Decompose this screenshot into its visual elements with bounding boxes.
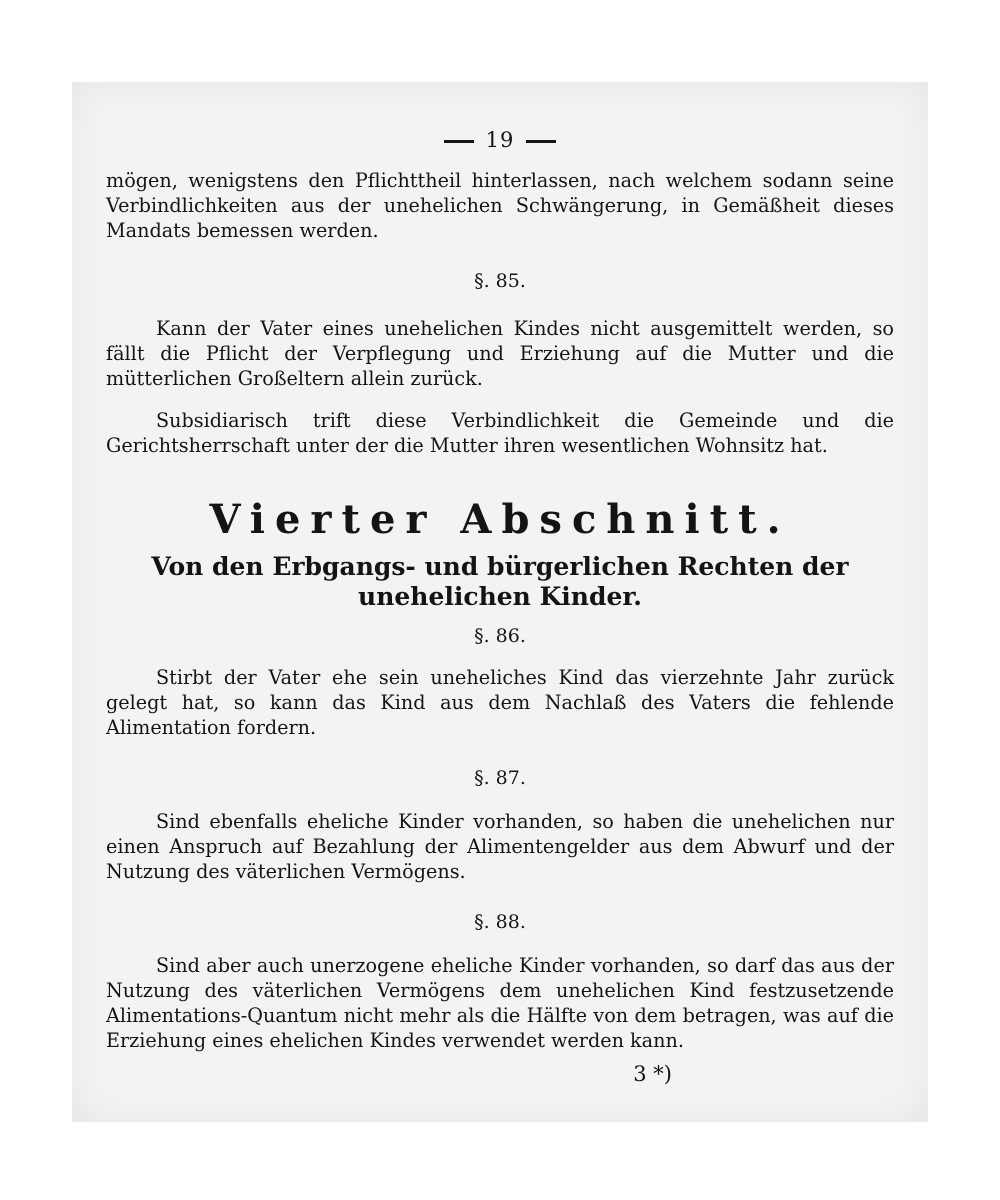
page-number [106, 122, 894, 158]
section-85-paragraph-2: Subsidiarisch trift diese Verbindlichkeit die Gemeinde und die Gerichtsherrschaft unter der die Mutter ihren wesentlichen Wohnsitz hat. [106, 409, 894, 457]
section-87-paragraph: Sind ebenfalls eheliche Kinder vorhanden, so haben die unehelichen nur einen Anspruch auf Bezahlung der Alimentengelder aus dem Abwurf und der Nutzung des väterlichen Vermögens. [106, 810, 894, 883]
section-88-paragraph: Sind aber auch unerzogene eheliche Kinder vorhanden, so darf das aus der Nutzung des väterlichen Vermögens dem unehelichen Kind festzusetzende Alimentations-Quantum nicht mehr als die Hälfte von dem betragen, was auf die Erziehung eines ehelichen Kindes verwendet werden kann. [106, 954, 894, 1052]
section-88-heading: §. 88. [474, 911, 526, 933]
section-87-heading: §. 87. [474, 767, 526, 789]
document-page [106, 122, 894, 1087]
section-85-heading: §. 85. [474, 270, 526, 292]
folio-dash-left [444, 140, 474, 143]
chapter-subtitle: Von den Erbgangs- und bürgerlichen Rechten der unehelichen Kinder. [151, 552, 849, 611]
catchword: 3 *) [633, 1062, 672, 1086]
section-86-heading: §. 86. [474, 625, 526, 647]
page-number-value: 19 [485, 128, 515, 152]
chapter-title: Vierter Abschnitt. [209, 496, 791, 543]
section-85-paragraph-1: Kann der Vater eines unehelichen Kindes nicht ausgemittelt werden, so fällt die Pflicht der Verpflegung und Erziehung auf die Mutter und die mütterlichen Großeltern allein zurück. [106, 317, 894, 390]
intro-paragraph: mögen, wenigstens den Pflichttheil hinterlassen, nach welchem sodann seine Verbindlichkeiten aus der unehelichen Schwängerung, in Gemäßheit dieses Mandats bemessen werden. [106, 169, 894, 242]
folio-dash-right [526, 140, 556, 143]
section-86-paragraph: Stirbt der Vater ehe sein uneheliches Kind das vierzehnte Jahr zurück gelegt hat, so kann das Kind aus dem Nachlaß des Vaters die fehlende Alimentation fordern. [106, 666, 894, 739]
